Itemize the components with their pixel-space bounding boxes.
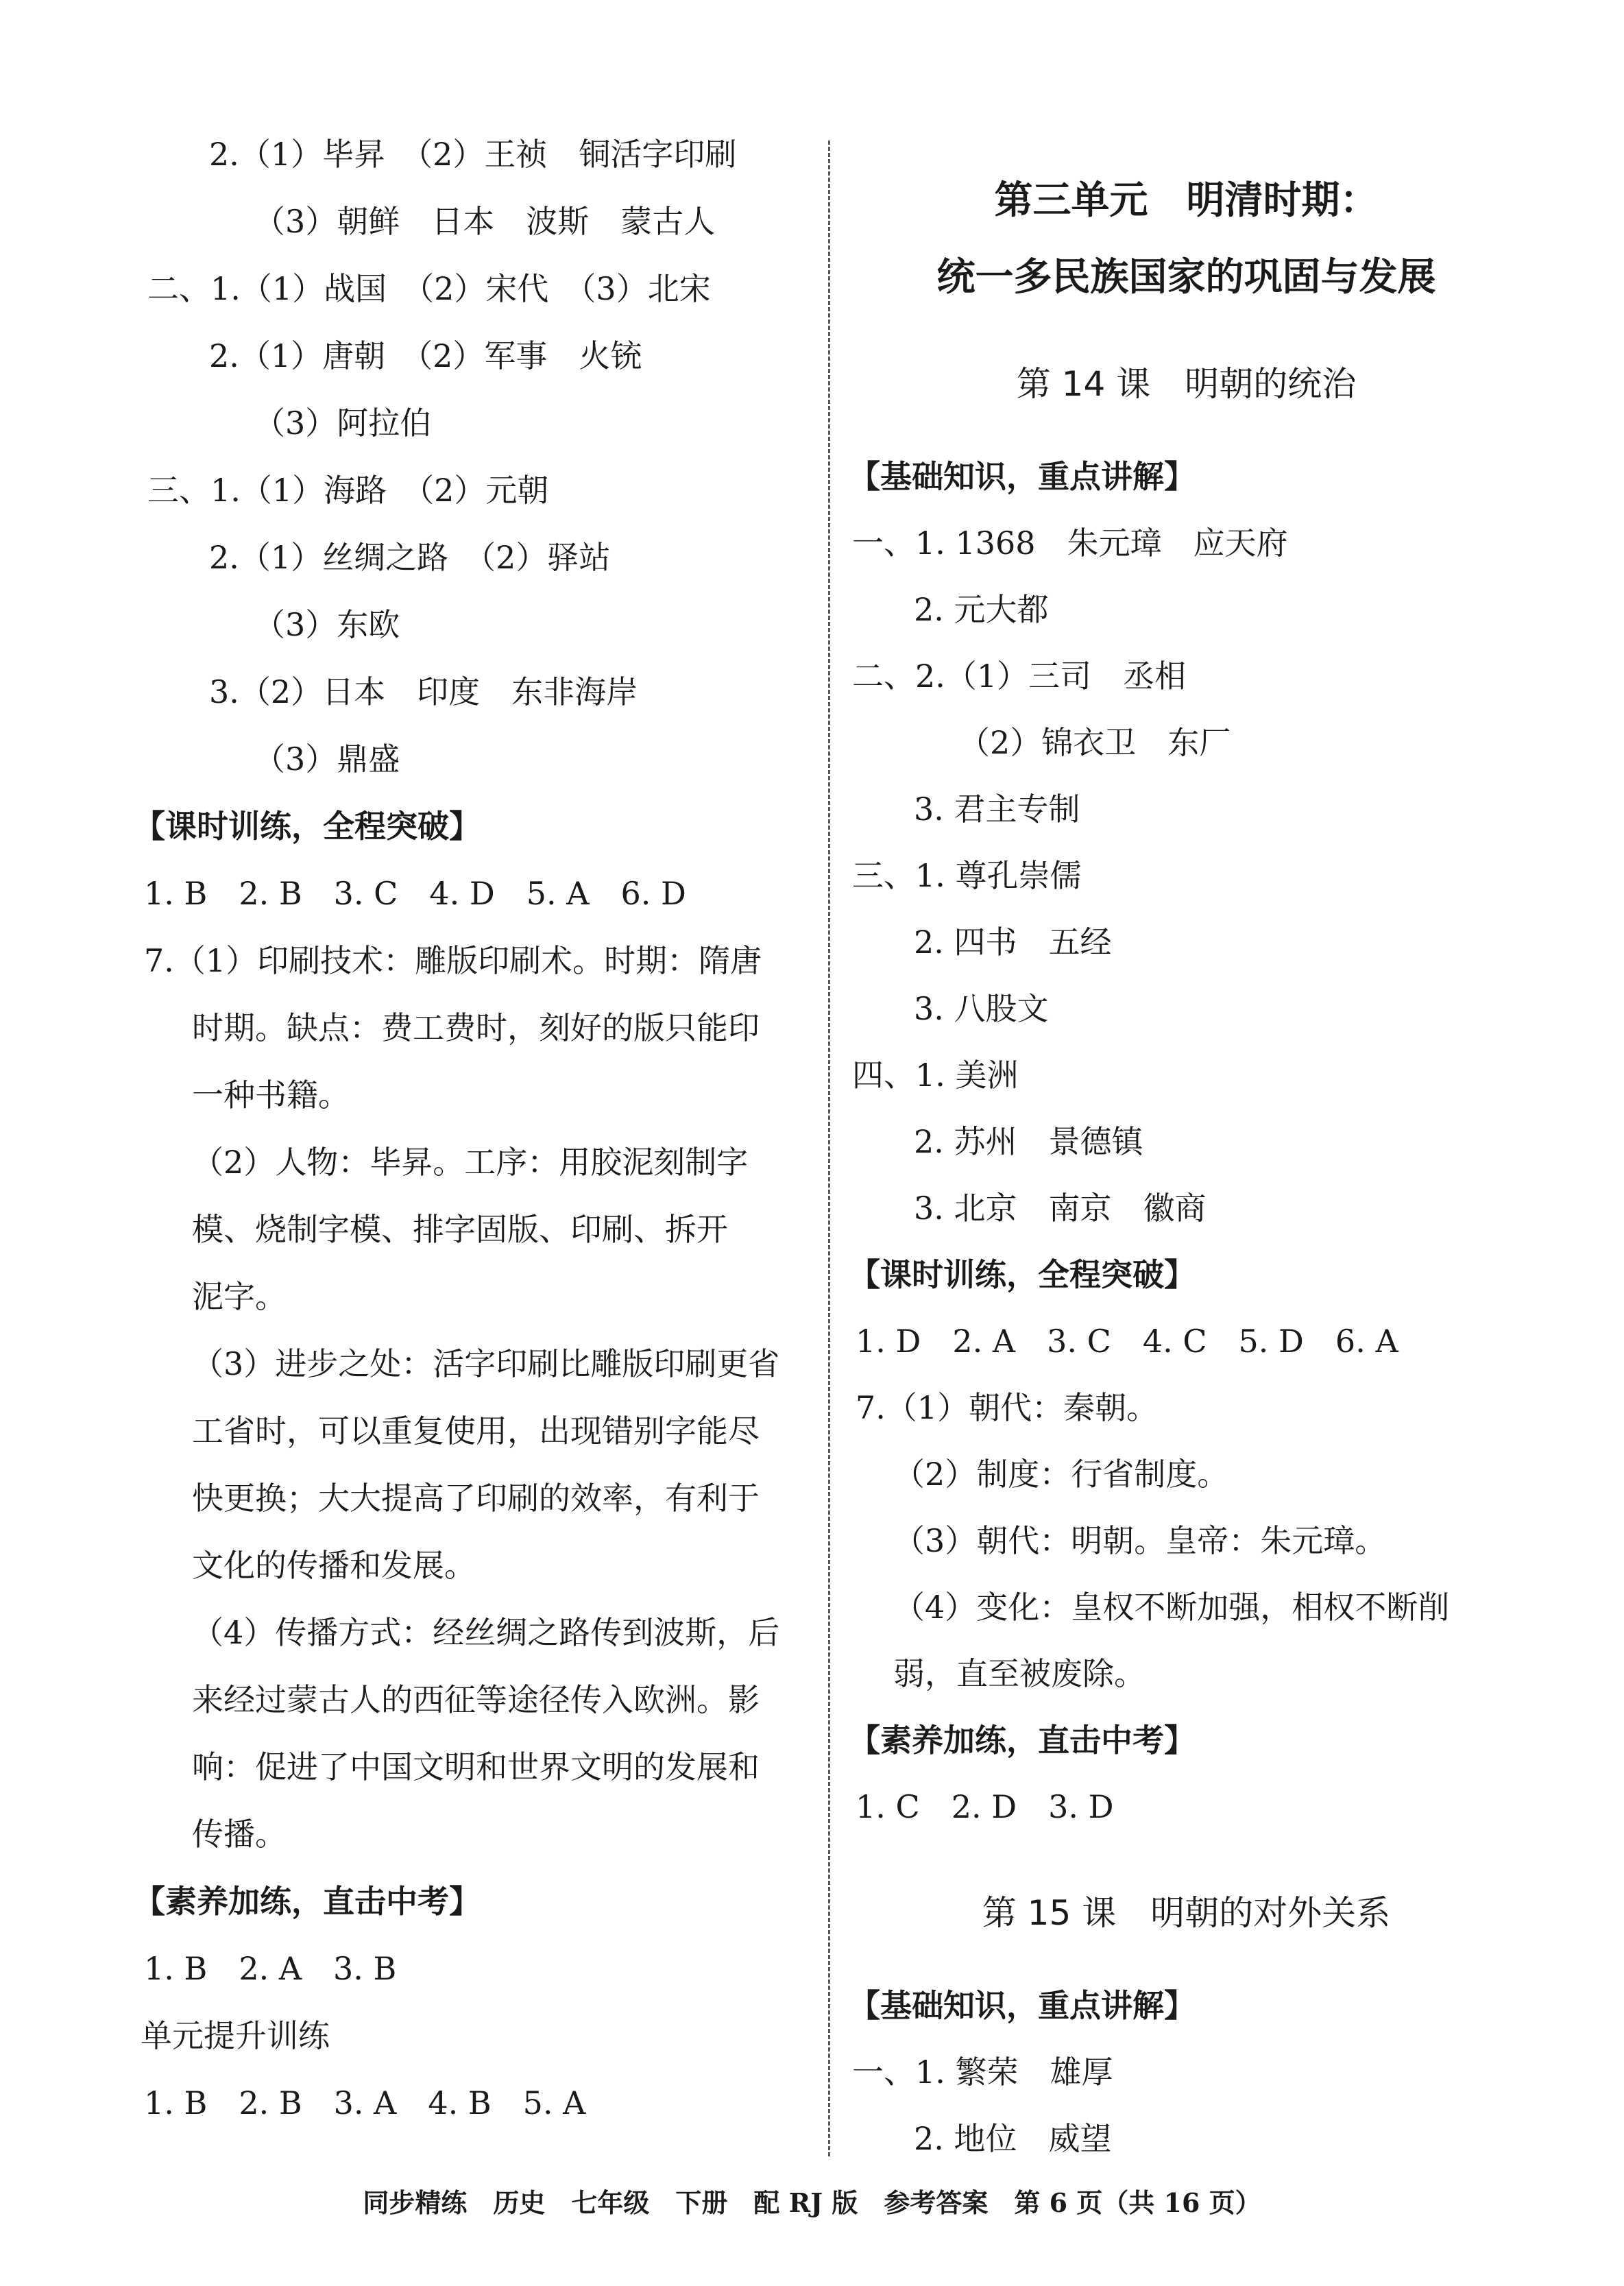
answer-line: （3）朝鲜 日本 波斯 蒙古人 — [254, 203, 716, 240]
answer-line: 2.（1）唐朝 （2）军事 火铳 — [209, 337, 642, 374]
answer-line: 一、1. 1368 朱元璋 应天府 — [852, 525, 1288, 562]
answer-line: 2. 元大都 — [914, 591, 1049, 628]
answer-line: 模、烧制字模、排字固版、印刷、拆开 — [192, 1211, 728, 1248]
answer-line: 2.（1）毕昇 （2）王祯 铜活字印刷 — [209, 136, 737, 173]
page-footer: 同步精练 历史 七年级 下册 配 RJ 版 参考答案 第 6 页（共 16 页） — [363, 2187, 1261, 2218]
answer-line: 三、1. 尊孔崇儒 — [852, 857, 1082, 894]
answer-line: （3）朝代：明朝。皇帝：朱元璋。 — [893, 1522, 1387, 1559]
answer-line: 3.（2）日本 印度 东非海岸 — [209, 673, 638, 710]
answer-line: 7.（1）印刷技术：雕版印刷术。时期：隋唐 — [144, 942, 762, 979]
answer-line: 1. B 2. B 3. C 4. D 5. A 6. D — [144, 875, 686, 912]
lesson-title: 第 14 课 明朝的统治 — [1016, 364, 1357, 404]
answer-line: 1. C 2. D 3. D — [856, 1788, 1114, 1825]
column-divider — [828, 141, 830, 2156]
answer-line: 弱，直至被废除。 — [893, 1655, 1146, 1692]
answer-line: 2. 四书 五经 — [914, 924, 1112, 961]
lesson-title: 第 15 课 明朝的对外关系 — [982, 1893, 1391, 1933]
answer-line: 2. 苏州 景德镇 — [914, 1123, 1143, 1160]
answer-line: （2）锦衣卫 东厂 — [958, 724, 1231, 761]
answer-line: 响：促进了中国文明和世界文明的发展和 — [192, 1748, 760, 1785]
answer-line: 一种书籍。 — [192, 1076, 350, 1114]
answer-line: 三、1.（1）海路 （2）元朝 — [147, 472, 549, 509]
section-heading: 【素养加练，直击中考】 — [134, 1883, 481, 1920]
answer-line: 2.（1）丝绸之路 （2）驿站 — [209, 539, 611, 576]
answer-line: 1. B 2. A 3. B — [144, 1950, 397, 1987]
answer-line: （2）制度：行省制度。 — [893, 1456, 1229, 1493]
section-heading: 【课时训练，全程突破】 — [849, 1256, 1196, 1293]
answer-line: 二、2.（1）三司 丞相 — [852, 658, 1187, 695]
answer-line: 7.（1）朝代：秦朝。 — [856, 1389, 1159, 1426]
answer-line: （3）鼎盛 — [254, 741, 400, 778]
answer-line: 工省时，可以重复使用，出现错别字能尽 — [192, 1412, 760, 1449]
answer-line: 1. B 2. B 3. A 4. B 5. A — [144, 2084, 586, 2121]
answer-line: 快更换；大大提高了印刷的效率，有利于 — [192, 1480, 760, 1517]
section-label: 单元提升训练 — [141, 2017, 330, 2054]
answer-line: （3）阿拉伯 — [254, 405, 432, 442]
answer-line: 3. 君主专制 — [914, 791, 1080, 828]
answer-line: （3）进步之处：活字印刷比雕版印刷更省 — [192, 1345, 780, 1382]
answer-line: 3. 八股文 — [914, 990, 1049, 1027]
answer-line: （2）人物：毕昇。工序：用胶泥刻制字 — [192, 1144, 749, 1181]
answer-line: 传播。 — [192, 1816, 287, 1853]
answer-line: 来经过蒙古人的西征等途径传入欧洲。影 — [192, 1681, 760, 1718]
section-heading: 【素养加练，直击中考】 — [849, 1722, 1196, 1759]
answer-line: 一、1. 繁荣 雄厚 — [852, 2054, 1113, 2091]
answer-line: 3. 北京 南京 徽商 — [914, 1190, 1207, 1227]
unit-subtitle: 统一多民族国家的巩固与发展 — [936, 255, 1436, 300]
answer-line: 2. 地位 威望 — [914, 2120, 1112, 2157]
answer-line: 四、1. 美洲 — [852, 1057, 1019, 1094]
answer-line: （4）传播方式：经丝绸之路传到波斯，后 — [192, 1614, 780, 1651]
section-heading: 【基础知识，重点讲解】 — [849, 458, 1196, 495]
unit-title: 第三单元 明清时期： — [994, 178, 1379, 223]
answer-line: 泥字。 — [192, 1278, 287, 1315]
section-heading: 【课时训练，全程突破】 — [134, 808, 481, 845]
answer-line: 1. D 2. A 3. C 4. C 5. D 6. A — [856, 1323, 1398, 1360]
answer-line: （4）变化：皇权不断加强，相权不断削 — [893, 1589, 1450, 1626]
answer-line: 二、1.（1）战国 （2）宋代 （3）北宋 — [147, 270, 711, 307]
section-heading: 【基础知识，重点讲解】 — [849, 1987, 1196, 2024]
answer-line: 时期。缺点：费工费时，刻好的版只能印 — [192, 1009, 760, 1046]
answer-line: 文化的传播和发展。 — [192, 1547, 476, 1584]
answer-line: （3）东欧 — [254, 606, 400, 643]
